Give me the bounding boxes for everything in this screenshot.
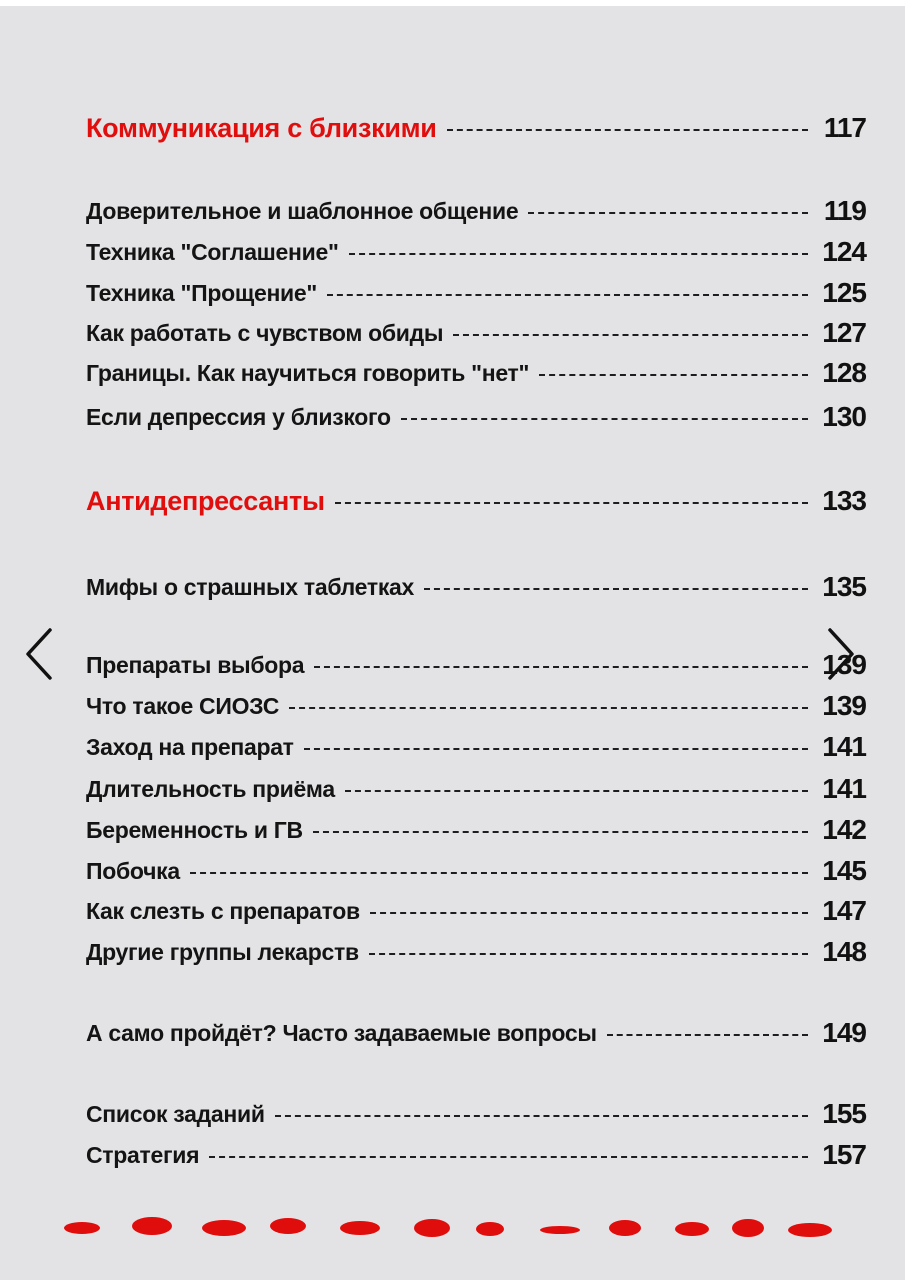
dot-leader (607, 1034, 808, 1036)
toc-page-number: 148 (822, 936, 866, 967)
toc-label: Если депрессия у близкого (86, 403, 391, 430)
toc-label: Что такое СИОЗС (86, 692, 280, 719)
dot-leader (349, 253, 808, 255)
toc-page-number: 117 (823, 112, 866, 143)
toc-entry[interactable] (86, 313, 866, 353)
dot-leader (304, 748, 808, 750)
dot-leader (313, 831, 808, 833)
toc-entry[interactable] (86, 1013, 866, 1053)
toc-label: Беременность и ГВ (86, 816, 303, 843)
toc-page-number: 147 (822, 895, 866, 926)
dot-leader (528, 212, 808, 214)
toc-page-number: 133 (822, 485, 866, 516)
toc-page-number: 125 (822, 277, 866, 308)
toc-page-number: 135 (822, 571, 866, 602)
toc-label: Как слезть с препаратов (86, 897, 360, 924)
toc-label: Мифы о страшных таблетках (86, 573, 415, 600)
toc-label: Доверительное и шаблонное общение (86, 197, 519, 224)
toc-label: Стратегия (86, 1141, 200, 1168)
toc-label: Техника "Прощение" (86, 279, 317, 306)
toc-entry[interactable] (86, 851, 866, 891)
toc-entry[interactable] (86, 232, 866, 272)
decorative-brush-strokes (60, 1208, 840, 1248)
toc-page-number: 142 (822, 814, 866, 845)
dot-leader (289, 707, 808, 709)
dot-leader (447, 129, 808, 131)
toc-page-number: 124 (822, 236, 866, 267)
toc-page-number: 119 (823, 195, 866, 226)
toc-page-number: 155 (822, 1098, 866, 1129)
toc-page-number: 139 (822, 690, 866, 721)
toc-entry[interactable] (86, 1094, 866, 1134)
dot-leader (209, 1156, 808, 1158)
toc-section[interactable] (86, 481, 866, 521)
toc-entry[interactable] (86, 397, 866, 437)
toc-label: Как работать с чувством обиды (86, 319, 444, 346)
toc-page-number: 128 (822, 357, 866, 388)
toc-entry[interactable] (86, 891, 866, 931)
dot-leader (401, 418, 808, 420)
dot-leader (190, 872, 808, 874)
toc-entry[interactable] (86, 567, 866, 607)
toc-label: Препараты выбора (86, 651, 305, 678)
toc-page-number: 127 (822, 317, 866, 348)
toc-entry[interactable] (86, 686, 866, 726)
toc-label: Коммуникация с близкими (86, 112, 437, 143)
previous-page-button[interactable] (18, 622, 58, 686)
toc-label: Антидепрессанты (86, 485, 325, 516)
toc-label: Длительность приёма (86, 775, 335, 802)
dot-leader (453, 334, 808, 336)
dot-leader (314, 666, 808, 668)
toc-page-number: 141 (822, 773, 866, 804)
table-of-contents (86, 0, 866, 1280)
dot-leader (335, 502, 808, 504)
toc-label: А само пройдёт? Часто задаваемые вопросы (86, 1019, 597, 1046)
dot-leader (424, 588, 808, 590)
toc-entry[interactable] (86, 191, 866, 231)
dot-leader (539, 374, 808, 376)
toc-entry[interactable] (86, 645, 866, 685)
toc-label: Побочка (86, 857, 180, 884)
toc-entry[interactable] (86, 273, 866, 313)
chevron-right-icon (822, 622, 862, 686)
dot-leader (327, 294, 808, 296)
toc-page-number: 141 (822, 731, 866, 762)
toc-entry[interactable] (86, 932, 866, 972)
next-page-button[interactable] (822, 622, 862, 686)
toc-label: Заход на препарат (86, 733, 294, 760)
toc-entry[interactable] (86, 769, 866, 809)
dot-leader (275, 1115, 808, 1117)
toc-entry[interactable] (86, 353, 866, 393)
toc-section[interactable] (86, 108, 866, 148)
toc-label: Техника "Соглашение" (86, 238, 339, 265)
toc-entry[interactable] (86, 1135, 866, 1175)
dot-leader (370, 912, 808, 914)
toc-page-number: 157 (822, 1139, 866, 1170)
toc-entry[interactable] (86, 727, 866, 767)
toc-page-number: 130 (822, 401, 866, 432)
dot-leader (345, 790, 808, 792)
toc-page-number: 139 (822, 649, 866, 680)
toc-label: Другие группы лекарств (86, 938, 359, 965)
toc-page-number: 145 (822, 855, 866, 886)
dot-leader (369, 953, 808, 955)
chevron-left-icon (18, 622, 58, 686)
toc-label: Список заданий (86, 1100, 265, 1127)
toc-page-number: 149 (822, 1017, 866, 1048)
toc-entry[interactable] (86, 810, 866, 850)
toc-label: Границы. Как научиться говорить "нет" (86, 359, 530, 386)
